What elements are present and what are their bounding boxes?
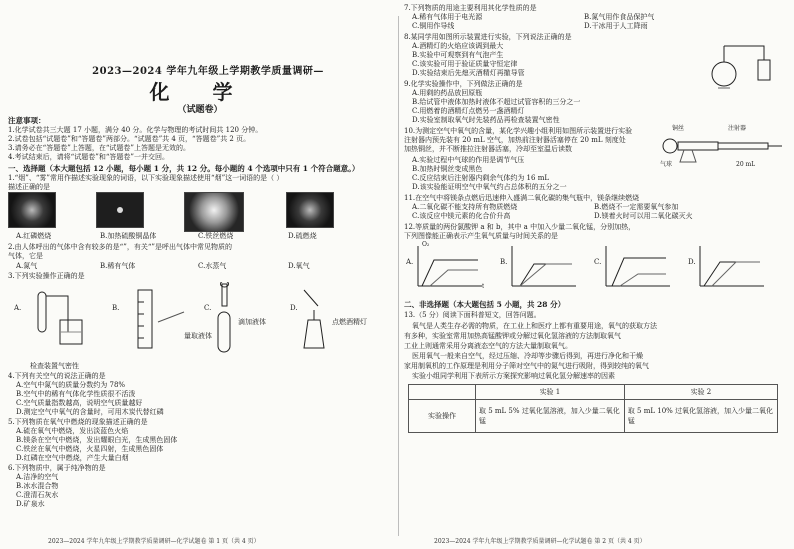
option: D.干冰用于人工降雨 [584,22,648,30]
option-label: D. [290,304,298,312]
passage-line: 氧气是人类生存必需的物质，在工业上和医疗上都有重要用途，氧气的获取方法 [412,322,657,330]
question-line: 6.下列物质中，属于纯净物的是 [8,464,106,472]
apparatus-caption: 量取液体 [184,332,212,340]
table-cell: 取 5 mL 10% 过氧化氢溶液，加入少量二氧化锰 [624,400,777,433]
question-line: 2.由人体呼出的气体中含有较多的是“”，有关“”是呼出气体中常见物质的 [8,243,232,251]
notice-item: 2.试卷包括“试题卷”和“答题卷”两部分。“试题卷”共 4 页，“答题卷”共 2 页。 [8,135,251,143]
passage-line: 家用制氧机的工作原理是利用分子筛对空气中的氮气进行吸附，得到较纯的氧气 [404,362,649,370]
option-label: B. [112,304,120,312]
notice-item: 3.请务必在“答题卷”上答题，在“试题卷”上答题是无效的。 [8,144,190,152]
option: D.镁着火时可以用二氧化碳灭火 [594,212,693,220]
passage-line: 工业上则通常采用分离液态空气的方法大量制取氧气。 [404,342,572,350]
graph-label: D. [688,258,696,266]
right-page [404,0,786,549]
q1-image-d [286,192,334,228]
graph-axis-label: t [482,283,485,290]
option: B.给试管中液体加热时液体不超过试管容积的三分之一 [412,98,581,106]
graph-label: B. [500,258,508,266]
page-footer: 2023—2024 学年九年级上学期教学质量调研—化学试题卷 第 2 页（共 4 页） [434,538,646,545]
option: A.实验过程中气球的作用是调节气压 [412,156,525,164]
option: C.铁丝燃烧 [198,232,234,240]
option: D.矿泉水 [16,500,45,508]
subject-title: 化 学 [149,80,251,104]
table-header: 实验 2 [624,385,777,400]
option: C.铜用作导线 [412,22,455,30]
notice-heading: 注意事项： [8,116,46,125]
q1-image-a [8,192,56,228]
table-header: 实验 1 [476,385,625,400]
figure-label: 注射器 [728,125,747,132]
option: C.铁丝在氧气中燃烧，火星四射，生成黑色固体 [16,445,164,453]
option: B.稀有气体 [100,262,136,270]
graph-axis-label: O₂ [422,241,430,248]
question-line: 9.化学实验操作中，下列做法正确的是 [404,80,523,88]
section-heading: 一、选择题（本大题包括 12 小题，每小题 1 分，共 12 分。每小题的 4 个选项中只有 1 个符合题意。） [8,164,360,173]
figure-label: 气球 [660,161,673,168]
question-line: 4.下列有关空气的说法正确的是 [8,372,106,380]
option: A.稀有气体用于电光源 [412,13,483,21]
option-label: A. [14,304,22,312]
graph-label: A. [406,258,414,266]
page-divider [398,16,399,536]
page-footer: 2023—2024 学年九年级上学期教学质量调研—化学试题卷 第 1 页（共 4 页） [48,538,260,545]
option: A.氮气 [16,262,38,270]
passage-line: 医用氧气一般来自空气，经过压缩、冷却等步骤后得到，再进行净化和干燥 [412,352,643,360]
question-line: 下列图像能正确表示产生氧气质量与时间关系的是 [404,232,558,240]
option: D.硫燃烧 [288,232,317,240]
paper-type: （试题卷） [177,105,223,115]
option: A.红磷燃烧 [16,232,52,240]
apparatus-caption: 检查装置气密性 [30,362,79,370]
question-line: 加热铜丝，并不断推拉注射器活塞，冷却至室温后读数 [404,145,572,153]
option: B.氮气用作食品保护气 [584,13,655,21]
q1-image-b [96,192,144,228]
option: D.实验室制取氧气时先装药品再检查装置气密性 [412,116,560,124]
option: B.加热时铜丝变成黑色 [412,165,483,173]
q8-apparatus-figure [704,40,784,92]
figure-label: 铜丝 [672,125,685,132]
question-line: 3.下列实验操作正确的是 [8,272,85,280]
option: A.洁净的空气 [16,473,59,481]
option: B.燃烧不一定需要氧气参加 [594,203,679,211]
experiment-table [408,384,778,433]
option: A.用剩的药品放回原瓶 [412,89,483,97]
question-line: 8.某同学用如图所示装置进行实验，下列说法正确的是 [404,33,572,41]
option: D.氧气 [288,262,310,270]
option: D.该实验能证明空气中氧气约占总体积的五分之一 [412,183,567,191]
option: C.该实验可用于验证质量守恒定律 [412,60,518,68]
option: A.酒精灯的火焰应该调到最大 [412,42,504,50]
option: C.水蒸气 [198,262,227,270]
question-line: 气体，它是 [8,252,43,260]
question-line: 1.“烟”、“雾”常用作描述实验现象的词语，以下实验现象描述使用“烟”这一词语的是（ ） [8,174,284,182]
option: A.二氧化碳不能支持所有物质燃烧 [412,203,518,211]
option: C.该反应中镁元素的化合价升高 [412,212,511,220]
option: B.加热硫酸铜晶体 [100,232,157,240]
option: D.实验结束后先熄灭酒精灯再撤导管 [412,69,525,77]
option: B.实验中可观察到有气泡产生 [412,51,504,59]
question-line: 12.等质量的两份氯酸钾 a 和 b，其中 a 中加入少量二氧化锰，分别加热， [404,223,636,231]
question-line: 7.下列物质的用途主要利用其化学性质的是 [404,4,537,12]
passage-line: 有多种，实验室常用加热高锰酸钾或分解过氧化氢溶液的方法制取氧气 [404,332,621,340]
left-page [8,0,392,549]
question-line: 5.下列物质在氧气中燃烧的现象描述正确的是 [8,418,148,426]
option-label: C. [204,304,212,312]
passage-line: 实验小组同学利用下表所示方案探究影响过氧化氢分解速率的因素 [412,372,615,380]
option: B.冰水混合物 [16,482,59,490]
option: C.澄清石灰水 [16,491,59,499]
option: B.镁条在空气中燃烧，发出耀眼白光，生成黑色固体 [16,436,178,444]
option: D.红磷在空气中燃烧，产生大量白烟 [16,454,129,462]
table-row-label: 实验操作 [409,400,476,433]
apparatus-caption: 滴加液体 [238,318,266,326]
question-line: 10.为测定空气中氧气的含量，某化学兴趣小组利用如图所示装置进行实验 [404,127,633,135]
notice-item: 4.考试结束后，请将“试题卷”和“答题卷”一并交回。 [8,153,169,161]
graph-label: C. [594,258,602,266]
exam-title: 2023—2024 学年九年级上学期教学质量调研— [92,66,324,77]
question-line: 11.在空气中将镁条点燃后迅速伸入盛满二氧化碳的集气瓶中，镁条继续燃烧 [404,194,640,202]
q1-image-c [184,192,244,232]
option: C.反应结束后注射器内剩余气体约为 16 mL [412,174,549,182]
question-line: 13.（5 分）阅读下面科普短文，回答问题。 [404,311,541,319]
figure-label: 20 mL [736,161,756,168]
table-cell: 取 5 mL 5% 过氧化氢溶液，加入少量二氧化锰 [476,400,625,433]
question-line: 描述正确的是 [8,183,50,191]
apparatus-caption: 点燃酒精灯 [332,318,367,326]
option: C.用燃着的酒精灯点燃另一盏酒精灯 [412,107,525,115]
section-heading: 二、非选择题（本大题包括 5 小题，共 28 分） [404,300,566,309]
q12-graphs-figure [404,242,786,294]
notice-item: 1.化学试卷共三大题 17 小题，满分 40 分。化学与物理的考试时间共 120 分钟。 [8,126,263,134]
option: A.硫在氧气中燃烧，发出淡蓝色火焰 [16,427,129,435]
option: B.空气中的稀有气体化学性质很不活泼 [16,390,136,398]
question-line: 注射器内预先装有 20 mL 空气，加热前注射器活塞停在 20 mL 刻度处 [404,136,626,144]
option: A.空气中氮气的质量分数约为 78% [16,381,126,389]
option: D.测定空气中氧气的含量时，可用木炭代替红磷 [16,408,164,416]
option: C.空气质量指数越高，说明空气质量越好 [16,399,143,407]
